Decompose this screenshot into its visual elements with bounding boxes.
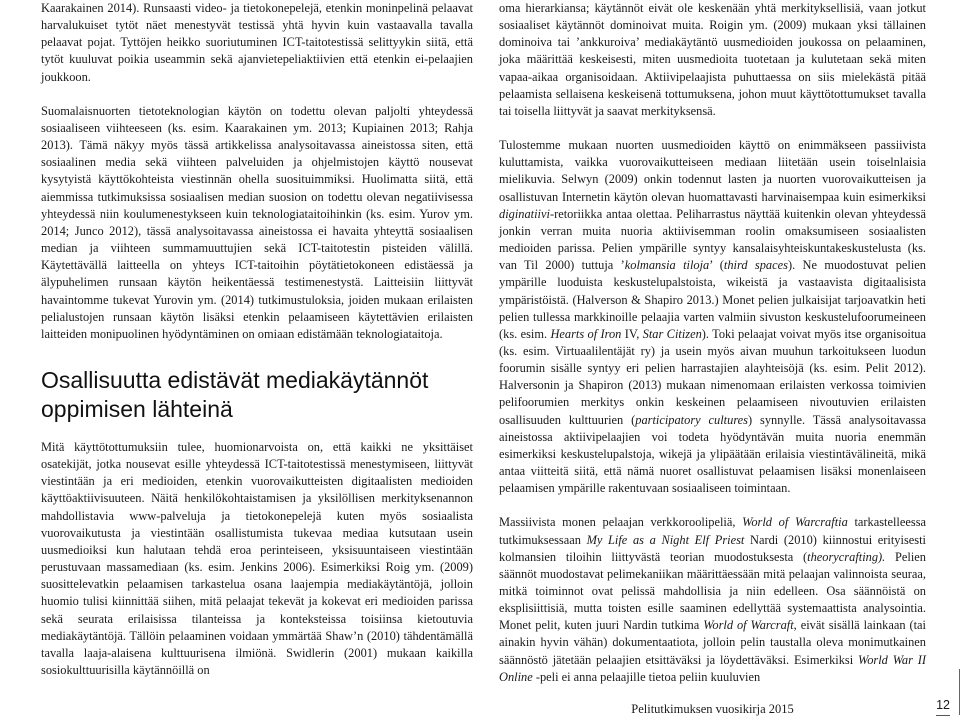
right-column	[499, 0, 926, 686]
text-run: -retoriikka antaa olettaa. Peliharrastus näyttää kuitenkin olevan yhteydessä jonkin verran muita nuoria aktiivisemman roolin omaksumiseen sosiaalisten medioiden parissa. Pelien ympärille syntyy kansalaisyhteiskuntakeskustelusta (ks. van Til 2000) tuttuja ’	[499, 206, 926, 273]
text-run: ) synnylle. Tässä analysoitavassa aineistossa aktiivipelaajien voi todeta hyödyntävän muita nuoria enemmän esimerkiksi keskustelupalstoja, wikejä ja ylipäätään erilaisia viestintävälineitä, mikä antaa viitteitä siitä, että nämä nuoret osallistuvat pelaamisen lisäksi monenlaiseen pelaamisen ympärille rakentuvaan sosiaaliseen toimintaan.	[499, 412, 926, 496]
italic-term: theorycrafting).	[807, 549, 886, 564]
italic-title: Hearts of Iron	[550, 326, 622, 341]
text-run: , eivät sisällä lainkaan (tai ainakin hyvin vähän) dokumentaatiota, jolloin pelin taustalla oleva monimutkainen säännöstö jätetään pelaajien etsittäväksi ja löydettäväksi. Esimerkiksi	[499, 618, 926, 667]
text-run: IV,	[621, 326, 643, 341]
journal-footer: Pelitutkimuksen vuosikirja 2015	[631, 702, 794, 716]
text-run: Pelien säännöt muodostavat pelimekaniikan määrittäessään mitä pelaajan valinnoista seuraa, mitkä toiminnot ovat pelissä mahdollisia ja niin edelleen. Osa säännöistä on eksplisiittisiä, mutta toisten esille saaminen edellyttää systemaattista analysointia. Monet pelit, kuten juuri Nardin tutkima	[499, 549, 926, 633]
text-run: ). Ne muodostuvat pelien ympärille luoduista keskustelupalstoista, wikeistä ja vastaavista digitaalisista ympäristöistä. (Halverson & Shapiro 2013.) Monet pelien julkaisijat tarjoavatkin heti pelien tullessa markkinoille pelaajia varten valmiin sivuston keskustelufoorumeineen (ks. esim.	[499, 258, 926, 341]
text-run: Tulostemme mukaan nuorten uusmedioiden käyttö on enimmäkseen passiivista kuluttamista, vaikka vuorovaikutteiseen mediaan liitetään usein toiselnlaisia mielikuvia. Selwyn (2009) onkin todennut lasten ja nuorten vuorovaikutteisen ja osallistuvan Internetin käytön olevan huomattavasti harvinaisempaa kuin esimerkiksi	[499, 138, 926, 204]
italic-title: World of Warcraftia	[742, 515, 848, 530]
italic-term: participatory cultures	[635, 412, 748, 427]
text-run: -peli ei anna pelaajille tietoa peliin kuuluvien	[532, 669, 761, 684]
text-run: Nardi (2010) kiinnostui erityisesti kolmansien tiloihin liittyvästä teorian muodostuksesta (	[499, 532, 926, 564]
italic-term: diginatiivi	[499, 206, 550, 221]
italic-title: Star Citizen	[642, 326, 702, 341]
italic-term: kolmansia tiloja	[624, 258, 710, 273]
paragraph: Suomalaisnuorten tietoteknologian käytön on todettu olevan paljolti yhteydessä sosiaaliseen viihteeseen (ks. esim. Kaarakainen ym. 2013; Kupiainen 2013; Rahja 2013). Tämä näkyy myös tässä artikkelissa analysoitavassa aineistossa siten, että sosiaalinen media sekä viihteen palveluiden ja ohjelmistojen käyttö nousevat kysytyistä käyttökohteista viestinnän ohella suosituimmiksi. Huolimatta siitä, että aiemmissa tutkimuksissa sosiaalisen median suosion on todettu olevan negatiivisessa yhteydessä niin koulumenestykseen kuin teknologiataitoihinkin (ks. esim. Yurov ym. 2014; Junco 2012), tässä analysoitavassa aineistossa ei havaita yhteyttä sosiaalisen median ja viihteen summamuuttujien sekä ICT-taitotestin pisteiden välillä. Käytettävällä laitteella on yhteys ICT-taitoihin pöytätietokoneen edistäessä ja älypuhelimen runsaan käytön heikentäessä testimenestystä. Laitteisiin liittyvät havaintomme tukevat Yurovin ym. (2014) tutkimustuloksia, joiden mukaan erilaisten pelialustojen runsaan käytön lisäksi etenkin pelaamiseen käytettävien erilaisten laitteiden monipuolinen hyödyntäminen on omiaan edistämään teknologiataitoja.	[41, 103, 473, 341]
italic-title: World of Warcraft	[703, 618, 794, 633]
page-number: 12	[936, 697, 950, 716]
paragraph: Mitä käyttötottumuksiin tulee, huomionarvoista on, että kaikki ne yksittäiset osatekijät, jotka nousevat esille yhteydessä ICT-taitotestissä menestymiseen, liittyvät viestintään ja eri medioiden, etenkin vuorovaikutteisten digitaalisten medioiden käyttöaktiivisuuteen. Näitä henkilökohtaistamisen ja yksilöllisen merkityksenannon mahdollistavia www-palveluja ja tietokonepelejä kuten myös sosiaalista vuorovaikutusta ja viestintään osallistumista tukevaa mediaa kutsutaan usein uusmedioiksi kun halutaan tehdä eroa perinteiseen, yksisuuntaiseen viestintään perustuvaan massamediaan (ks. esim. Jenkins 2006). Esimerkiksi Roig ym. (2009) suosittelevatkin pelaamisen tarkastelua osana laajempia mediakäytäntöjä, jolloin huomio tulisi kiinnittää siihen, mitä pelaajat tekevät ja kokevat eri medioiden parissa sekä seurata erilaisissa tilanteissa ja konteksteissa toisiinsa kietoutuvia mediakäytäntöjä. Tällöin pelaaminen voidaan ymmärtää Shaw’n (2010) tähdentämällä tavalla laaja-alaisena kulttuurisena ilmiönä. Swidlerin (2001) mukaan kaikilla sosiokulttuurisilla käytännöillä on	[41, 439, 473, 677]
paragraph	[499, 514, 926, 686]
italic-title: World War II Online	[499, 652, 926, 684]
paragraph: Kaarakainen 2014). Runsaasti video- ja tietokonepelejä, etenkin moninpelinä pelaavat harvalukuiset tytöt näet menestyvät testissä yhtä hyvin kuin vastaavalla tavalla pelaavat pojat. Tyttöjen heikko suoriutuminen ICT-taitotestissä selittyykin siitä, että tytöt kuuluvat poikia useammin sekä ajanvietepeliaktiivien että etenkin ei-pelaajien joukkoon.	[41, 1, 473, 84]
left-column	[41, 0, 473, 679]
text-run: ). Toki pelaajat voivat myös itse organisoitua (ks. esim. Virtuaalilentäjät ry) ja usein myös aivan muuhun tarkoitukseen luodun foorumin sisälle syntyy eri pelien harrastajien alayhteisöjä (ks. esim. Pelit 2012). Halversonin ja Shapiron (2013) mukaan nimenomaan erilaisten verkossa toimivien pelifoorumien merkitys onkin keskeinen pelaamiseen nivoutuvien erilaisten osallisuuden kulttuurien (	[499, 326, 926, 427]
text-run: ’ (	[709, 258, 724, 273]
italic-term: third spaces	[723, 258, 788, 273]
section-heading: Osallisuutta edistävät mediakäytännöt oppimisen lähteinä	[41, 366, 429, 422]
italic-title: My Life as a Night Elf Priest	[586, 532, 745, 547]
paragraph	[499, 137, 926, 497]
text-run: Massiivista monen pelaajan verkkoroolipeliä,	[499, 515, 743, 530]
text-run: tarkastelleessa tutkimuksessaan	[499, 515, 927, 547]
paragraph: oma hierarkiansa; käytännöt eivät ole keskenään yhtä merkityksellisiä, vaan jotkut sosiaaliset käytännöt dominoivat muita. Roigin ym. (2009) mukaan yksi tällainen dominoiva tai ’ankkuroiva’ mediakäytäntö uusmedioiden joukossa on pelaaminen, joka määrittää keskeisesti, miten uusmedioita tuotetaan ja kulutetaan sekä miten vapaa-aikaa organisoidaan. Aktiivipelaajista puhuttaessa on siis mielekästä pitää pelaamista sellaisena keskeisenä tottumuksena, johon muut käyttötottumukset tavalla tai toisella liittyvät ja saavat merkityksensä.	[499, 1, 926, 118]
